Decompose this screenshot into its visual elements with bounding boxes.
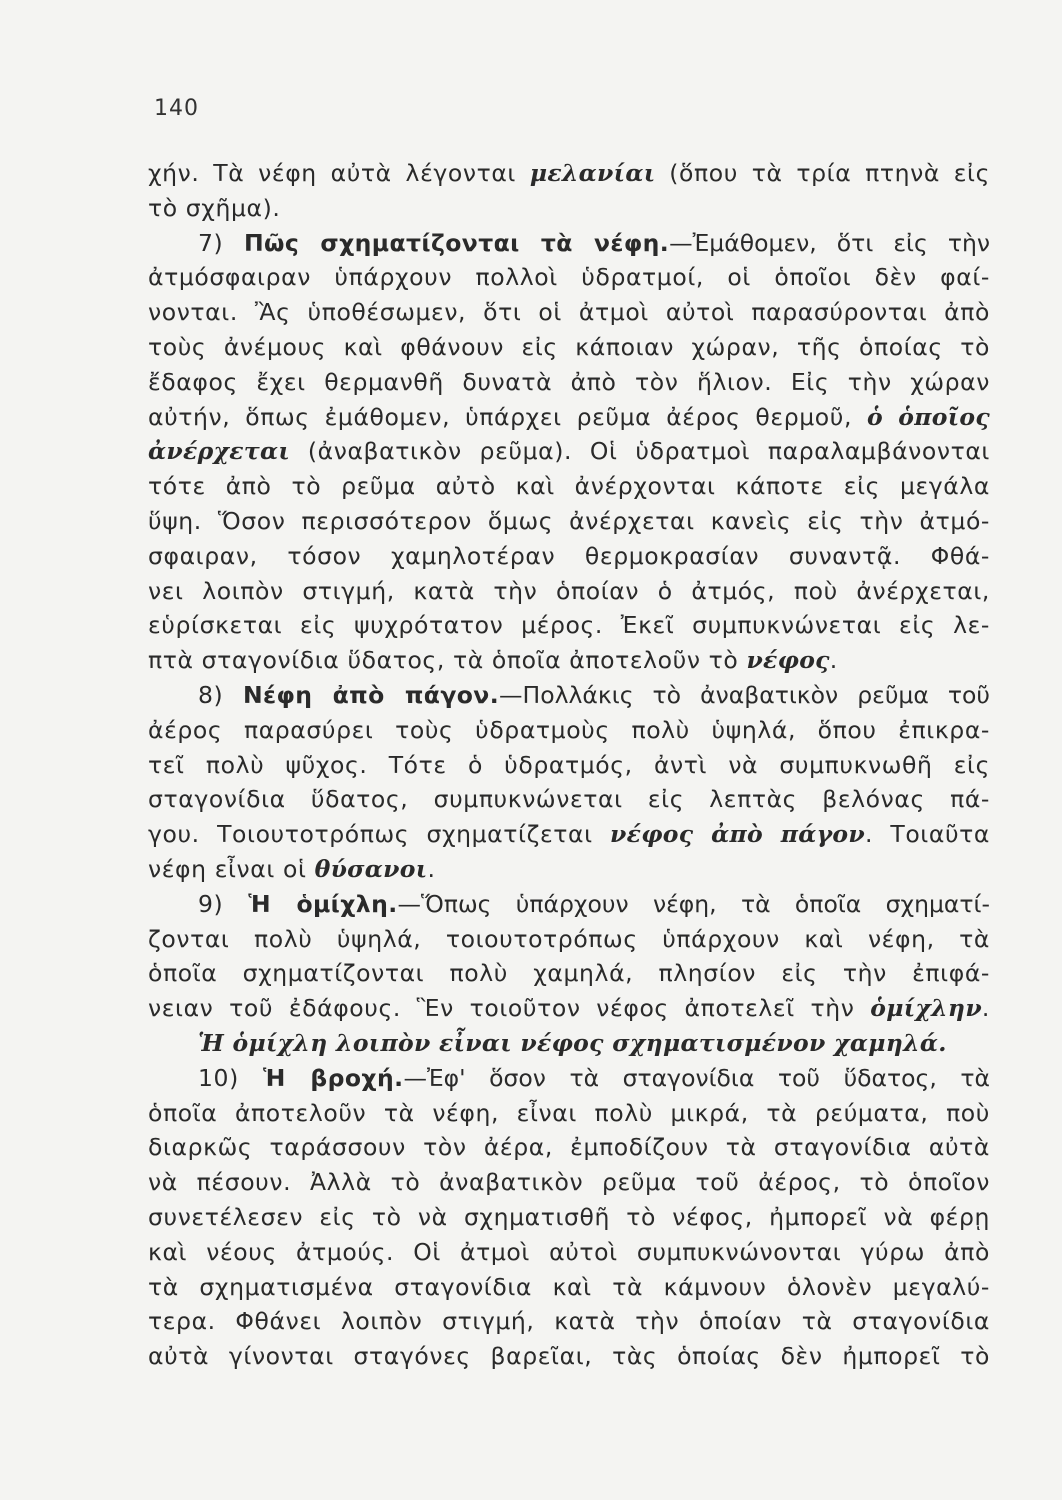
definition-line — [148, 1026, 990, 1061]
text-line: νέφη εἶναι οἱ θύσανοι. — [148, 854, 436, 883]
text-line: συνετέλεσεν εἰς τὸ νὰ σχηματισθῆ τὸ νέφος, ἠμπορεῖ νὰ φέρῃ — [148, 1202, 990, 1231]
text-line: εὑρίσκεται εἰς ψυχρότατον μέρος. Ἐκεῖ συμπυκνώνεται εἰς λε- — [148, 611, 990, 640]
text-line: τότε ἀπὸ τὸ ρεῦμα αὐτὸ καὶ ἀνέρχονται κάποτε εἰς μεγάλα — [148, 472, 990, 501]
text-line: ἀνέρχεται (ἀναβατικὸν ρεῦμα). Οἱ ὑδρατμοὶ παραλαμβάνονται — [148, 437, 990, 466]
text-line: αὐτὰ γίνονται σταγόνες βαρεῖαι, τὰς ὁποίας δὲν ἠμπορεῖ τὸ — [148, 1342, 990, 1371]
section-heading: Νέφη ἀπὸ πάγον. — [242, 680, 500, 709]
text-line: καὶ νέους ἀτμούς. Οἱ ἀτμοὶ αὐτοὶ συμπυκνώνονται γύρω ἀπὸ — [148, 1237, 990, 1266]
text-line: αὐτήν, ὅπως ἐμάθομεν, ὑπάρχει ρεῦμα ἀέρος θερμοῦ, ὁ ὁποῖος — [148, 402, 990, 431]
emphasis: νέφος ἀπὸ πάγον — [610, 820, 865, 849]
text-line: τοὺς ἀνέμους καὶ φθάνουν εἰς κάποιαν χώραν, τῆς ὁποίας τὸ — [148, 332, 990, 361]
text-line: χήν. Τὰ νέφη αὐτὰ λέγονται μελανίαι (ὅπου τὰ τρία πτηνὰ εἰς — [148, 159, 990, 187]
text-line: διαρκῶς ταράσσουν τὸν ἀέρα, ἐμποδίζουν τὰ σταγονίδια αὐτὰ — [148, 1133, 990, 1162]
text-line: νονται. Ἂς ὑποθέσωμεν, ὅτι οἱ ἀτμοὶ αὐτοὶ παρασύρονται ἀπὸ — [148, 298, 990, 327]
emphasis: ἀνέρχεται — [148, 437, 291, 466]
section-heading-line: 9) Ἡ ὁμίχλη.—Ὅπως ὑπάρχουν νέφη, τὰ ὁποῖα σχηματί- — [198, 889, 990, 918]
text-line: γου. Τοιουτοτρόπως σχηματίζεται νέφος ἀπὸ πάγον. Τοιαῦτα — [148, 820, 990, 849]
text-line: νειαν τοῦ ἐδάφους. Ἓν τοιοῦτον νέφος ἀποτελεῖ τὴν ὁμίχλην. — [148, 994, 990, 1023]
emphasis: μελανίαι — [529, 159, 656, 187]
text-line: νει λοιπὸν στιγμή, κατὰ τὴν ὁποίαν ὁ ἀτμός, ποὺ ἀνέρχεται, — [148, 576, 990, 605]
text-line: ζονται πολὺ ὑψηλά, τοιουτοτρόπως ὑπάρχουν καὶ νέφη, τὰ — [148, 924, 990, 953]
definition: Ἡ ὁμίχλη λοιπὸν εἶναι νέφος σχηματισμένον χαμηλά. — [198, 1028, 947, 1057]
section-heading-line: 10) Ἡ βροχή.—Ἐφ' ὅσον τὰ σταγονίδια τοῦ ὕδατος, τὰ — [198, 1063, 990, 1092]
page-number: 140 — [154, 96, 199, 121]
emphasis: ὁμίχλην — [870, 994, 982, 1023]
text-line: τὸ σχῆμα). — [148, 193, 281, 222]
text-line: ἀέρος παρασύρει τοὺς ὑδρατμοὺς πολὺ ὑψηλά, ὅπου ἐπικρα- — [148, 715, 990, 744]
text-line: ὕψη. Ὅσον περισσότερον ὅμως ἀνέρχεται κανεὶς εἰς τὴν ἀτμό- — [148, 506, 990, 535]
emphasis: ὁ ὁποῖος — [866, 402, 990, 431]
emphasis: θύσανοι — [314, 854, 428, 883]
text-line: ὁποῖα σχηματίζονται πολὺ χαμηλά, πλησίον εἰς τὴν ἐπιφά- — [148, 959, 990, 988]
text-line: τερα. Φθάνει λοιπὸν στιγμή, κατὰ τὴν ὁποίαν τὰ σταγονίδια — [148, 1307, 990, 1336]
text-line: σφαιραν, τόσον χαμηλοτέραν θερμοκρασίαν συναντᾷ. Φθά- — [148, 541, 990, 570]
section-heading: Πῶς σχηματίζονται τὰ νέφη. — [243, 228, 670, 257]
text-line: ἔδαφος ἔχει θερμανθῆ δυνατὰ ἀπὸ τὸν ἥλιον. Εἰς τὴν χώραν — [148, 367, 990, 396]
text-line: νὰ πέσουν. Ἀλλὰ τὸ ἀναβατικὸν ρεῦμα τοῦ ἀέρος, τὸ ὁποῖον — [148, 1168, 990, 1197]
text-line: ὁποῖα ἀποτελοῦν τὰ νέφη, εἶναι πολὺ μικρά, τὰ ρεύματα, ποὺ — [148, 1098, 990, 1127]
text-line: σταγονίδια ὕδατος, συμπυκνώνεται εἰς λεπτὰς βελόνας πά- — [148, 785, 990, 814]
section-heading-line: 8) Νέφη ἀπὸ πάγον.—Πολλάκις τὸ ἀναβατικὸν ρεῦμα τοῦ — [198, 680, 990, 709]
text-line: ἀτμόσφαιραν ὑπάρχουν πολλοὶ ὑδρατμοί, οἱ ὁποῖοι δὲν φαί- — [148, 263, 990, 292]
text-line: τεῖ πολὺ ψῦχος. Τότε ὁ ὑδρατμός, ἀντὶ νὰ συμπυκνωθῆ εἰς — [148, 750, 990, 779]
emphasis: νέφος — [746, 646, 830, 675]
section-heading: Ἡ βροχή. — [263, 1063, 404, 1092]
body-text — [148, 156, 990, 1374]
section-heading-line: 7) Πῶς σχηματίζονται τὰ νέφη.—Ἐμάθομεν, ὅτι εἰς τὴν — [198, 228, 990, 257]
section-heading: Ἡ ὁμίχλη. — [248, 889, 398, 918]
text-line: πτὰ σταγονίδια ὕδατος, τὰ ὁποῖα ἀποτελοῦν τὸ νέφος. — [148, 646, 838, 675]
text-line: τὰ σχηματισμένα σταγονίδια καὶ τὰ κάμνουν ὁλονὲν μεγαλύ- — [148, 1272, 990, 1301]
